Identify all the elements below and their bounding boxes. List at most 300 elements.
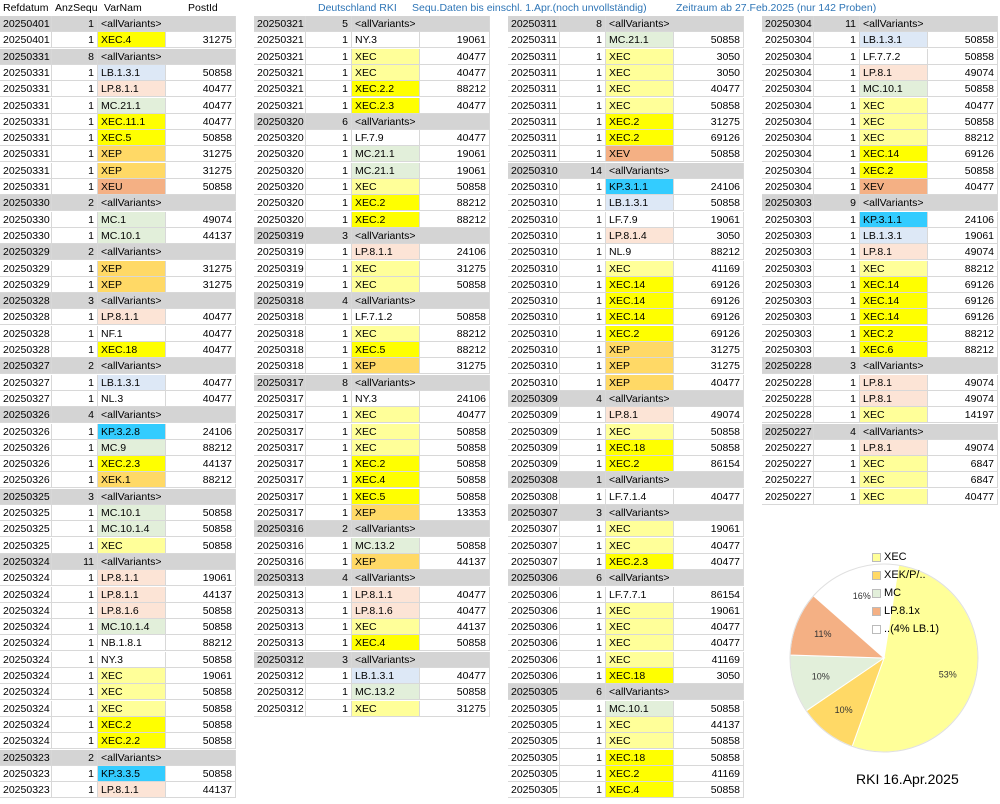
cell-refdatum[interactable]: 20250325 bbox=[0, 505, 52, 521]
cell-refdatum[interactable]: 20250327 bbox=[0, 375, 52, 391]
group-header-label[interactable]: <allVariants> bbox=[98, 358, 236, 374]
cell-anzsequ[interactable]: 1 bbox=[814, 212, 860, 228]
cell-anzsequ[interactable]: 1 bbox=[306, 424, 352, 440]
cell-varnam[interactable]: XEC.2 bbox=[98, 717, 166, 733]
cell-anzsequ[interactable]: 1 bbox=[560, 521, 606, 537]
cell-varnam[interactable]: XEC.2 bbox=[606, 766, 674, 782]
cell-anzsequ[interactable]: 1 bbox=[306, 81, 352, 97]
cell-refdatum[interactable]: 20250311 bbox=[508, 32, 560, 48]
cell-postid[interactable]: 3050 bbox=[674, 65, 744, 81]
cell-varnam[interactable]: XEC.2 bbox=[860, 326, 928, 342]
cell-postid[interactable]: 88212 bbox=[420, 212, 490, 228]
cell-varnam[interactable]: LP.8.1.1 bbox=[98, 782, 166, 798]
cell-refdatum[interactable]: 20250309 bbox=[508, 440, 560, 456]
cell-refdatum[interactable]: 20250305 bbox=[508, 717, 560, 733]
cell-refdatum[interactable]: 20250326 bbox=[0, 407, 52, 423]
cell-refdatum[interactable]: 20250319 bbox=[254, 261, 306, 277]
cell-anzsequ[interactable]: 1 bbox=[814, 440, 860, 456]
cell-refdatum[interactable]: 20250331 bbox=[0, 65, 52, 81]
cell-refdatum[interactable]: 20250331 bbox=[0, 163, 52, 179]
cell-anzsequ[interactable]: 1 bbox=[306, 326, 352, 342]
cell-refdatum[interactable]: 20250313 bbox=[254, 635, 306, 651]
cell-refdatum[interactable]: 20250320 bbox=[254, 179, 306, 195]
cell-postid[interactable]: 19061 bbox=[674, 603, 744, 619]
cell-postid[interactable]: 31275 bbox=[674, 358, 744, 374]
cell-refdatum[interactable]: 20250328 bbox=[0, 326, 52, 342]
cell-refdatum[interactable]: 20250310 bbox=[508, 277, 560, 293]
cell-refdatum[interactable]: 20250306 bbox=[508, 635, 560, 651]
cell-refdatum[interactable]: 20250319 bbox=[254, 277, 306, 293]
cell-refdatum[interactable]: 20250306 bbox=[508, 619, 560, 635]
cell-anzsequ[interactable]: 1 bbox=[306, 277, 352, 293]
group-header-label[interactable]: <allVariants> bbox=[860, 16, 998, 32]
cell-varnam[interactable]: XEV bbox=[606, 146, 674, 162]
cell-anzsequ[interactable]: 3 bbox=[560, 505, 606, 521]
cell-anzsequ[interactable]: 1 bbox=[814, 228, 860, 244]
cell-anzsequ[interactable]: 1 bbox=[306, 98, 352, 114]
cell-postid[interactable]: 40477 bbox=[420, 49, 490, 65]
cell-anzsequ[interactable]: 1 bbox=[814, 342, 860, 358]
cell-postid[interactable]: 50858 bbox=[166, 619, 236, 635]
cell-refdatum[interactable]: 20250303 bbox=[762, 228, 814, 244]
cell-anzsequ[interactable]: 1 bbox=[52, 521, 98, 537]
cell-refdatum[interactable]: 20250401 bbox=[0, 16, 52, 32]
cell-refdatum[interactable]: 20250324 bbox=[0, 668, 52, 684]
cell-refdatum[interactable]: 20250307 bbox=[508, 505, 560, 521]
cell-refdatum[interactable]: 20250305 bbox=[508, 733, 560, 749]
cell-anzsequ[interactable]: 1 bbox=[560, 212, 606, 228]
cell-anzsequ[interactable]: 1 bbox=[52, 81, 98, 97]
cell-anzsequ[interactable]: 1 bbox=[814, 244, 860, 260]
cell-anzsequ[interactable]: 1 bbox=[560, 652, 606, 668]
cell-refdatum[interactable]: 20250317 bbox=[254, 456, 306, 472]
group-header-label[interactable]: <allVariants> bbox=[352, 114, 490, 130]
cell-refdatum[interactable]: 20250317 bbox=[254, 440, 306, 456]
cell-varnam[interactable]: XEC bbox=[606, 49, 674, 65]
cell-refdatum[interactable]: 20250317 bbox=[254, 375, 306, 391]
cell-varnam[interactable]: LB.1.3.1 bbox=[98, 65, 166, 81]
cell-anzsequ[interactable]: 1 bbox=[560, 277, 606, 293]
cell-postid[interactable]: 40477 bbox=[166, 114, 236, 130]
cell-postid[interactable]: 50858 bbox=[166, 684, 236, 700]
cell-postid[interactable]: 69126 bbox=[674, 326, 744, 342]
cell-varnam[interactable]: XEC bbox=[98, 701, 166, 717]
cell-anzsequ[interactable]: 1 bbox=[306, 212, 352, 228]
cell-anzsequ[interactable]: 1 bbox=[306, 49, 352, 65]
cell-varnam[interactable]: LP.8.1 bbox=[860, 375, 928, 391]
cell-varnam[interactable]: XEC bbox=[606, 733, 674, 749]
cell-anzsequ[interactable]: 1 bbox=[814, 472, 860, 488]
group-header-label[interactable]: <allVariants> bbox=[606, 505, 744, 521]
cell-varnam[interactable]: XEC.18 bbox=[606, 440, 674, 456]
cell-refdatum[interactable]: 20250330 bbox=[0, 212, 52, 228]
cell-postid[interactable]: 40477 bbox=[166, 81, 236, 97]
cell-anzsequ[interactable]: 1 bbox=[52, 766, 98, 782]
cell-varnam[interactable]: XEC bbox=[352, 179, 420, 195]
group-header-label[interactable]: <allVariants> bbox=[98, 407, 236, 423]
cell-anzsequ[interactable]: 1 bbox=[306, 309, 352, 325]
cell-refdatum[interactable]: 20250306 bbox=[508, 570, 560, 586]
cell-refdatum[interactable]: 20250309 bbox=[508, 424, 560, 440]
cell-anzsequ[interactable]: 1 bbox=[52, 570, 98, 586]
cell-varnam[interactable]: XEC.14 bbox=[606, 277, 674, 293]
cell-varnam[interactable]: LP.8.1.1 bbox=[98, 587, 166, 603]
cell-anzsequ[interactable]: 1 bbox=[814, 326, 860, 342]
cell-refdatum[interactable]: 20250310 bbox=[508, 212, 560, 228]
cell-anzsequ[interactable]: 1 bbox=[306, 407, 352, 423]
cell-anzsequ[interactable]: 1 bbox=[306, 684, 352, 700]
cell-refdatum[interactable]: 20250325 bbox=[0, 521, 52, 537]
cell-varnam[interactable]: LP.8.1.1 bbox=[98, 309, 166, 325]
cell-anzsequ[interactable]: 1 bbox=[306, 358, 352, 374]
cell-varnam[interactable]: XEC.4 bbox=[352, 635, 420, 651]
cell-postid[interactable]: 88212 bbox=[420, 81, 490, 97]
cell-refdatum[interactable]: 20250304 bbox=[762, 32, 814, 48]
cell-refdatum[interactable]: 20250327 bbox=[0, 391, 52, 407]
cell-refdatum[interactable]: 20250324 bbox=[0, 733, 52, 749]
cell-anzsequ[interactable]: 1 bbox=[306, 701, 352, 717]
cell-anzsequ[interactable]: 1 bbox=[560, 326, 606, 342]
cell-anzsequ[interactable]: 1 bbox=[52, 717, 98, 733]
cell-refdatum[interactable]: 20250324 bbox=[0, 619, 52, 635]
cell-varnam[interactable]: LF.7.1.2 bbox=[352, 309, 420, 325]
cell-varnam[interactable]: XEC.14 bbox=[606, 293, 674, 309]
cell-postid[interactable]: 49074 bbox=[928, 244, 998, 260]
group-header-label[interactable]: <allVariants> bbox=[860, 195, 998, 211]
cell-varnam[interactable]: NB.1.8.1 bbox=[98, 635, 166, 651]
cell-anzsequ[interactable]: 1 bbox=[306, 342, 352, 358]
cell-postid[interactable]: 41169 bbox=[674, 652, 744, 668]
cell-refdatum[interactable]: 20250320 bbox=[254, 146, 306, 162]
cell-refdatum[interactable]: 20250324 bbox=[0, 587, 52, 603]
cell-varnam[interactable]: XEC bbox=[352, 261, 420, 277]
cell-varnam[interactable]: NL.3 bbox=[98, 391, 166, 407]
cell-anzsequ[interactable]: 11 bbox=[52, 554, 98, 570]
cell-postid[interactable]: 44137 bbox=[420, 619, 490, 635]
cell-postid[interactable]: 50858 bbox=[674, 701, 744, 717]
cell-varnam[interactable]: XEC.2 bbox=[606, 326, 674, 342]
cell-refdatum[interactable]: 20250323 bbox=[0, 782, 52, 798]
cell-anzsequ[interactable]: 1 bbox=[814, 163, 860, 179]
cell-anzsequ[interactable]: 1 bbox=[814, 146, 860, 162]
cell-anzsequ[interactable]: 1 bbox=[560, 619, 606, 635]
cell-refdatum[interactable]: 20250317 bbox=[254, 391, 306, 407]
cell-varnam[interactable]: XEC.2.3 bbox=[352, 98, 420, 114]
cell-postid[interactable]: 50858 bbox=[420, 179, 490, 195]
cell-anzsequ[interactable]: 1 bbox=[560, 114, 606, 130]
cell-varnam[interactable]: XEC bbox=[606, 98, 674, 114]
cell-postid[interactable]: 88212 bbox=[928, 261, 998, 277]
cell-varnam[interactable]: XEK.1 bbox=[98, 472, 166, 488]
cell-refdatum[interactable]: 20250227 bbox=[762, 424, 814, 440]
group-header-label[interactable]: <allVariants> bbox=[352, 375, 490, 391]
cell-postid[interactable]: 50858 bbox=[928, 81, 998, 97]
cell-refdatum[interactable]: 20250320 bbox=[254, 130, 306, 146]
cell-varnam[interactable]: NY.3 bbox=[352, 391, 420, 407]
cell-refdatum[interactable]: 20250310 bbox=[508, 375, 560, 391]
cell-anzsequ[interactable]: 1 bbox=[306, 603, 352, 619]
cell-varnam[interactable]: NY.3 bbox=[98, 652, 166, 668]
cell-postid[interactable]: 50858 bbox=[420, 440, 490, 456]
cell-anzsequ[interactable]: 1 bbox=[560, 587, 606, 603]
cell-refdatum[interactable]: 20250305 bbox=[508, 766, 560, 782]
cell-varnam[interactable]: LF.7.7.1 bbox=[606, 587, 674, 603]
cell-refdatum[interactable]: 20250328 bbox=[0, 293, 52, 309]
cell-refdatum[interactable]: 20250305 bbox=[508, 750, 560, 766]
cell-anzsequ[interactable]: 1 bbox=[560, 635, 606, 651]
cell-anzsequ[interactable]: 1 bbox=[814, 98, 860, 114]
cell-postid[interactable]: 69126 bbox=[674, 309, 744, 325]
cell-varnam[interactable]: XEC bbox=[98, 538, 166, 554]
group-header-label[interactable]: <allVariants> bbox=[606, 684, 744, 700]
cell-refdatum[interactable]: 20250312 bbox=[254, 652, 306, 668]
cell-varnam[interactable]: XEC bbox=[352, 701, 420, 717]
cell-varnam[interactable]: XEC.4 bbox=[352, 472, 420, 488]
cell-refdatum[interactable]: 20250324 bbox=[0, 717, 52, 733]
cell-postid[interactable]: 86154 bbox=[674, 587, 744, 603]
cell-varnam[interactable]: XEC.11.1 bbox=[98, 114, 166, 130]
cell-anzsequ[interactable]: 1 bbox=[560, 261, 606, 277]
cell-anzsequ[interactable]: 1 bbox=[52, 701, 98, 717]
cell-postid[interactable]: 49074 bbox=[928, 65, 998, 81]
cell-anzsequ[interactable]: 1 bbox=[52, 326, 98, 342]
cell-refdatum[interactable]: 20250329 bbox=[0, 261, 52, 277]
cell-varnam[interactable]: MC.21.1 bbox=[98, 98, 166, 114]
cell-postid[interactable]: 24106 bbox=[420, 244, 490, 260]
cell-anzsequ[interactable]: 8 bbox=[52, 49, 98, 65]
cell-postid[interactable]: 40477 bbox=[928, 489, 998, 505]
cell-varnam[interactable]: LF.7.7.2 bbox=[860, 49, 928, 65]
cell-refdatum[interactable]: 20250308 bbox=[508, 472, 560, 488]
cell-anzsequ[interactable]: 1 bbox=[52, 114, 98, 130]
cell-postid[interactable]: 50858 bbox=[420, 309, 490, 325]
cell-refdatum[interactable]: 20250309 bbox=[508, 391, 560, 407]
cell-anzsequ[interactable]: 6 bbox=[560, 684, 606, 700]
cell-varnam[interactable]: MC.21.1 bbox=[352, 163, 420, 179]
cell-refdatum[interactable]: 20250321 bbox=[254, 81, 306, 97]
cell-varnam[interactable]: XEC.14 bbox=[860, 146, 928, 162]
cell-postid[interactable]: 40477 bbox=[928, 98, 998, 114]
cell-anzsequ[interactable]: 1 bbox=[814, 114, 860, 130]
cell-postid[interactable]: 69126 bbox=[928, 146, 998, 162]
cell-postid[interactable]: 50858 bbox=[166, 652, 236, 668]
cell-refdatum[interactable]: 20250312 bbox=[254, 701, 306, 717]
cell-anzsequ[interactable]: 1 bbox=[560, 179, 606, 195]
cell-refdatum[interactable]: 20250331 bbox=[0, 130, 52, 146]
cell-refdatum[interactable]: 20250305 bbox=[508, 782, 560, 798]
cell-varnam[interactable]: MC.10.1 bbox=[606, 701, 674, 717]
cell-anzsequ[interactable]: 1 bbox=[52, 98, 98, 114]
cell-anzsequ[interactable]: 1 bbox=[306, 32, 352, 48]
cell-anzsequ[interactable]: 1 bbox=[814, 309, 860, 325]
cell-varnam[interactable]: XEU bbox=[98, 179, 166, 195]
cell-refdatum[interactable]: 20250304 bbox=[762, 146, 814, 162]
cell-postid[interactable]: 40477 bbox=[166, 375, 236, 391]
cell-postid[interactable]: 50858 bbox=[674, 146, 744, 162]
cell-postid[interactable]: 50858 bbox=[674, 750, 744, 766]
cell-varnam[interactable]: XEP bbox=[606, 375, 674, 391]
cell-postid[interactable]: 50858 bbox=[674, 440, 744, 456]
group-header-label[interactable]: <allVariants> bbox=[860, 424, 998, 440]
cell-anzsequ[interactable]: 1 bbox=[52, 538, 98, 554]
cell-anzsequ[interactable]: 4 bbox=[560, 391, 606, 407]
cell-anzsequ[interactable]: 1 bbox=[306, 554, 352, 570]
cell-postid[interactable]: 69126 bbox=[674, 130, 744, 146]
cell-postid[interactable]: 13353 bbox=[420, 505, 490, 521]
cell-varnam[interactable]: LF.7.9 bbox=[352, 130, 420, 146]
cell-refdatum[interactable]: 20250310 bbox=[508, 228, 560, 244]
cell-refdatum[interactable]: 20250319 bbox=[254, 244, 306, 260]
cell-anzsequ[interactable]: 1 bbox=[814, 391, 860, 407]
cell-postid[interactable]: 40477 bbox=[420, 407, 490, 423]
cell-refdatum[interactable]: 20250309 bbox=[508, 407, 560, 423]
cell-refdatum[interactable]: 20250310 bbox=[508, 261, 560, 277]
cell-refdatum[interactable]: 20250313 bbox=[254, 603, 306, 619]
cell-varnam[interactable]: XEC bbox=[352, 407, 420, 423]
cell-refdatum[interactable]: 20250311 bbox=[508, 146, 560, 162]
group-header-label[interactable]: <allVariants> bbox=[860, 358, 998, 374]
cell-varnam[interactable]: XEC bbox=[98, 668, 166, 684]
cell-varnam[interactable]: MC.21.1 bbox=[352, 146, 420, 162]
cell-postid[interactable]: 88212 bbox=[166, 440, 236, 456]
cell-postid[interactable]: 19061 bbox=[674, 521, 744, 537]
cell-refdatum[interactable]: 20250304 bbox=[762, 130, 814, 146]
cell-postid[interactable]: 3050 bbox=[674, 668, 744, 684]
cell-varnam[interactable]: LP.8.1 bbox=[860, 65, 928, 81]
cell-anzsequ[interactable]: 3 bbox=[52, 293, 98, 309]
group-header-label[interactable]: <allVariants> bbox=[98, 293, 236, 309]
cell-anzsequ[interactable]: 5 bbox=[306, 16, 352, 32]
cell-refdatum[interactable]: 20250310 bbox=[508, 293, 560, 309]
cell-anzsequ[interactable]: 3 bbox=[52, 489, 98, 505]
cell-anzsequ[interactable]: 1 bbox=[306, 179, 352, 195]
cell-anzsequ[interactable]: 1 bbox=[52, 635, 98, 651]
cell-postid[interactable]: 49074 bbox=[674, 407, 744, 423]
cell-postid[interactable]: 88212 bbox=[674, 244, 744, 260]
cell-anzsequ[interactable]: 1 bbox=[52, 684, 98, 700]
cell-anzsequ[interactable]: 1 bbox=[814, 489, 860, 505]
cell-anzsequ[interactable]: 1 bbox=[52, 228, 98, 244]
cell-varnam[interactable]: XEC bbox=[606, 717, 674, 733]
cell-refdatum[interactable]: 20250313 bbox=[254, 587, 306, 603]
cell-postid[interactable]: 44137 bbox=[420, 554, 490, 570]
cell-postid[interactable]: 88212 bbox=[420, 195, 490, 211]
cell-postid[interactable]: 50858 bbox=[166, 701, 236, 717]
cell-refdatum[interactable]: 20250303 bbox=[762, 212, 814, 228]
cell-refdatum[interactable]: 20250303 bbox=[762, 195, 814, 211]
cell-refdatum[interactable]: 20250306 bbox=[508, 603, 560, 619]
cell-refdatum[interactable]: 20250303 bbox=[762, 261, 814, 277]
cell-anzsequ[interactable]: 1 bbox=[306, 505, 352, 521]
cell-postid[interactable]: 50858 bbox=[166, 521, 236, 537]
group-header-label[interactable]: <allVariants> bbox=[606, 16, 744, 32]
cell-anzsequ[interactable]: 1 bbox=[560, 456, 606, 472]
cell-varnam[interactable]: XEC bbox=[98, 684, 166, 700]
cell-postid[interactable]: 6847 bbox=[928, 456, 998, 472]
cell-varnam[interactable]: XEC.18 bbox=[606, 668, 674, 684]
group-header-label[interactable]: <allVariants> bbox=[352, 293, 490, 309]
cell-anzsequ[interactable]: 1 bbox=[306, 195, 352, 211]
cell-anzsequ[interactable]: 3 bbox=[306, 652, 352, 668]
cell-postid[interactable]: 49074 bbox=[928, 375, 998, 391]
group-header-label[interactable]: <allVariants> bbox=[98, 49, 236, 65]
cell-anzsequ[interactable]: 1 bbox=[814, 130, 860, 146]
cell-postid[interactable]: 88212 bbox=[166, 635, 236, 651]
cell-varnam[interactable]: XEC.14 bbox=[860, 277, 928, 293]
cell-varnam[interactable]: XEC bbox=[860, 114, 928, 130]
cell-anzsequ[interactable]: 1 bbox=[52, 179, 98, 195]
cell-postid[interactable]: 40477 bbox=[420, 603, 490, 619]
cell-refdatum[interactable]: 20250304 bbox=[762, 81, 814, 97]
cell-postid[interactable]: 50858 bbox=[420, 472, 490, 488]
cell-anzsequ[interactable]: 1 bbox=[52, 619, 98, 635]
cell-refdatum[interactable]: 20250329 bbox=[0, 244, 52, 260]
cell-postid[interactable]: 69126 bbox=[928, 277, 998, 293]
cell-postid[interactable]: 40477 bbox=[420, 668, 490, 684]
cell-anzsequ[interactable]: 6 bbox=[560, 570, 606, 586]
cell-varnam[interactable]: LP.8.1.1 bbox=[352, 244, 420, 260]
cell-anzsequ[interactable]: 1 bbox=[52, 440, 98, 456]
cell-postid[interactable]: 41169 bbox=[674, 261, 744, 277]
cell-refdatum[interactable]: 20250324 bbox=[0, 570, 52, 586]
cell-postid[interactable]: 40477 bbox=[420, 65, 490, 81]
cell-postid[interactable]: 24106 bbox=[166, 424, 236, 440]
cell-anzsequ[interactable]: 1 bbox=[306, 489, 352, 505]
cell-postid[interactable]: 6847 bbox=[928, 472, 998, 488]
cell-refdatum[interactable]: 20250310 bbox=[508, 179, 560, 195]
cell-varnam[interactable]: XEC bbox=[352, 65, 420, 81]
cell-anzsequ[interactable]: 1 bbox=[306, 456, 352, 472]
cell-varnam[interactable]: XEC bbox=[860, 130, 928, 146]
cell-refdatum[interactable]: 20250317 bbox=[254, 489, 306, 505]
cell-varnam[interactable]: MC.10.1 bbox=[98, 505, 166, 521]
cell-refdatum[interactable]: 20250331 bbox=[0, 98, 52, 114]
cell-varnam[interactable]: LP.8.1.4 bbox=[606, 228, 674, 244]
cell-anzsequ[interactable]: 1 bbox=[560, 130, 606, 146]
cell-postid[interactable]: 19061 bbox=[420, 163, 490, 179]
cell-postid[interactable]: 69126 bbox=[928, 309, 998, 325]
cell-postid[interactable]: 50858 bbox=[674, 32, 744, 48]
cell-anzsequ[interactable]: 4 bbox=[52, 407, 98, 423]
cell-anzsequ[interactable]: 1 bbox=[52, 782, 98, 798]
cell-varnam[interactable]: LB.1.3.1 bbox=[860, 228, 928, 244]
cell-postid[interactable]: 50858 bbox=[928, 114, 998, 130]
cell-varnam[interactable]: MC.10.1 bbox=[98, 228, 166, 244]
cell-varnam[interactable]: XEC bbox=[352, 619, 420, 635]
cell-varnam[interactable]: XEC bbox=[606, 603, 674, 619]
cell-varnam[interactable]: LP.8.1.6 bbox=[352, 603, 420, 619]
cell-refdatum[interactable]: 20250324 bbox=[0, 701, 52, 717]
cell-refdatum[interactable]: 20250331 bbox=[0, 179, 52, 195]
cell-varnam[interactable]: KP.3.3.5 bbox=[98, 766, 166, 782]
cell-anzsequ[interactable]: 1 bbox=[306, 635, 352, 651]
cell-postid[interactable]: 49074 bbox=[166, 212, 236, 228]
cell-varnam[interactable]: XEP bbox=[98, 277, 166, 293]
cell-varnam[interactable]: XEP bbox=[606, 358, 674, 374]
cell-refdatum[interactable]: 20250304 bbox=[762, 65, 814, 81]
cell-varnam[interactable]: XEC bbox=[860, 456, 928, 472]
cell-refdatum[interactable]: 20250326 bbox=[0, 472, 52, 488]
cell-anzsequ[interactable]: 8 bbox=[560, 16, 606, 32]
cell-postid[interactable]: 40477 bbox=[420, 587, 490, 603]
cell-anzsequ[interactable]: 1 bbox=[52, 603, 98, 619]
cell-refdatum[interactable]: 20250303 bbox=[762, 293, 814, 309]
cell-refdatum[interactable]: 20250304 bbox=[762, 179, 814, 195]
cell-refdatum[interactable]: 20250326 bbox=[0, 424, 52, 440]
cell-refdatum[interactable]: 20250311 bbox=[508, 49, 560, 65]
cell-anzsequ[interactable]: 3 bbox=[306, 228, 352, 244]
cell-refdatum[interactable]: 20250311 bbox=[508, 98, 560, 114]
